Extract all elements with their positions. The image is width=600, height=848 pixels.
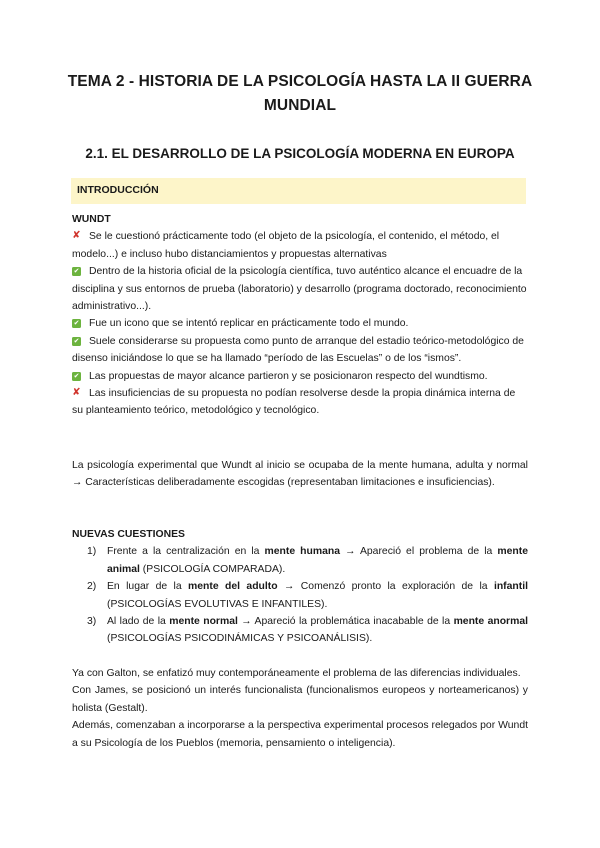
nuevas-cuestiones-heading: NUEVAS CUESTIONES	[72, 529, 185, 540]
introduction-heading: INTRODUCCIÓN	[77, 184, 159, 196]
introduction-highlight	[71, 178, 526, 204]
list-item: ✔ Dentro de la historia oficial de la psicología científica, tuvo auténtico alcance el encuadre de la disciplina y sus entornos de prueba (laboratorio) y desarrollo (programa doctorado, reconocimiento administrativo...).	[72, 266, 527, 313]
list-item: ✔ Suele considerarse su propuesta como punto de arranque del estadio teórico-metodológico de disenso iniciándose lo que se ha llamado “período de las Escuelas” o de los “ismos”.	[72, 335, 524, 365]
checkmark-icon: ✔	[73, 372, 80, 380]
checkmark-icon: ✔	[73, 337, 80, 345]
section-title: 2.1. EL DESARROLLO DE LA PSICOLOGÍA MODERNA EN EUROPA	[85, 146, 515, 161]
checkmark-icon: ✔	[73, 320, 80, 328]
list-item: 1) Frente a la centralización en la mente humana → Apareció el problema de la mente animal (PSICOLOGÍA COMPARADA).	[87, 546, 528, 575]
page-title: TEMA 2 - HISTORIA DE LA PSICOLOGÍA HASTA LA II GUERRA MUNDIAL	[67, 73, 533, 114]
wundt-heading: WUNDT	[72, 214, 111, 225]
paragraph: Con James, se posicionó un interés funcionalista (funcionalismos europeos y norteamericanos) y holista (Gestalt).	[72, 685, 528, 714]
checkmark-icon: ✔	[73, 268, 80, 276]
list-item: ✘ Se le cuestionó prácticamente todo (el objeto de la psicología, el contenido, el método, el modelo...) e incluso hubo distanciamientos y propuestas alternativas	[72, 230, 500, 260]
closing-section	[72, 665, 528, 752]
wundt-paragraph: La psicología experimental que Wundt al inicio se ocupaba de la mente humana, adulta y normal → Características deliberadamente escogidas (representaban limitaciones e insuficiencias).	[72, 460, 528, 489]
list-item: 2) En lugar de la mente del adulto → Comenzó pronto la exploración de la infantil (PSICOLOGÍAS EVOLUTIVAS E INFANTILES).	[87, 581, 528, 610]
cross-icon: ✘	[72, 230, 81, 242]
paragraph: Ya con Galton, se enfatizó muy contemporáneamente el problema de las diferencias individuales.	[72, 668, 521, 679]
paragraph: Además, comenzaban a incorporarse a la perspectiva experimental procesos relegados por Wundt a su Psicología de los Pueblos (memoria, pensamiento o inteligencia).	[72, 720, 528, 749]
nuevas-cuestiones-section	[72, 526, 528, 648]
cross-icon: ✘	[72, 387, 81, 399]
list-item: ✔ Fue un icono que se intentó replicar en prácticamente todo el mundo.	[73, 318, 409, 330]
list-item: ✔ Las propuestas de mayor alcance partieron y se posicionaron respecto del wundtismo.	[73, 370, 488, 382]
numbered-list	[72, 543, 528, 647]
wundt-section	[72, 211, 528, 420]
list-item: ✘ Las insuficiencias de su propuesta no podían resolverse desde la propia dinámica interna de su planteamiento teórico, metodológico y tecnológico.	[72, 387, 516, 417]
list-item: 3) Al lado de la mente normal → Apareció la problemática inacabable de la mente anormal (PSICOLOGÍAS PSICODINÁMICAS Y PSICOANÁLISIS).	[87, 616, 529, 645]
